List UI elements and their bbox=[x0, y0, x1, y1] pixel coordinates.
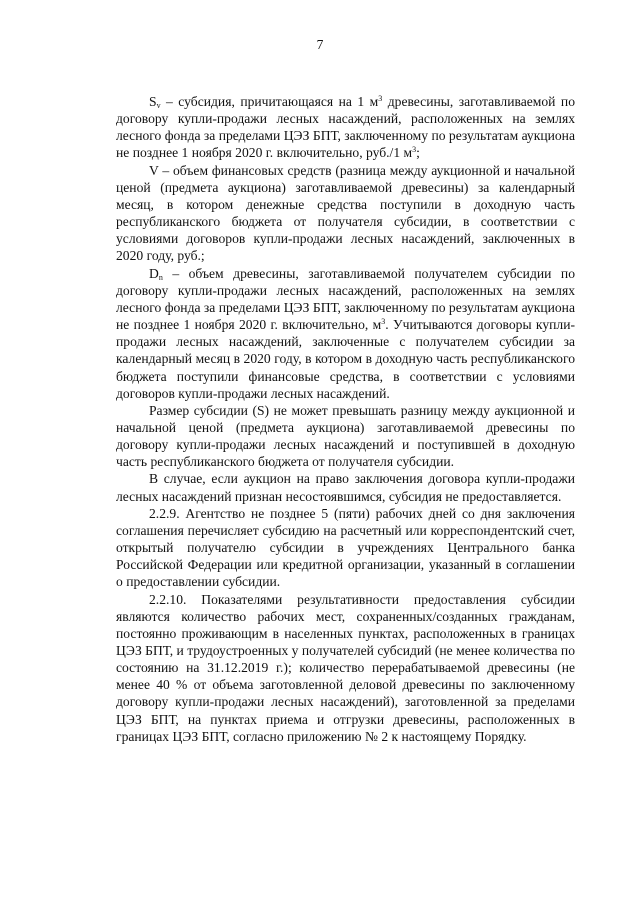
paragraph-subsidy-limit: Размер субсидии (S) не может превышать разницу между аукционной и начальной ценой (предмета аукциона) заготавливаемой древесины по договору купли-продажи лесных насаждений и поступившей в доходную часть республиканского бюджета от получателя субсидии. bbox=[116, 402, 575, 470]
sv-text-start: – субсидия, причитающаяся на 1 м bbox=[160, 94, 379, 109]
superscript-cubic: 3 bbox=[412, 145, 417, 155]
dn-text-end: . Учитываются договоры купли-продажи лесных насаждений, заключенные с получателем субсидии за календарный месяц в 2020 году, в котором в доходную часть республиканского бюджета поступили финансовые средства, в соответствии с условиями договоров купли-продажи лесных насаждений. bbox=[116, 317, 575, 401]
symbol-s: S bbox=[149, 94, 157, 109]
paragraph-dn-definition bbox=[116, 265, 575, 402]
paragraph-clause-2-2-10: 2.2.10. Показателями результативности предоставления субсидии являются количество рабочих мест, сохраненных/созданных гражданам, постоянно проживающим в населенных пунктах, расположенных в границах ЦЭЗ БПТ, и трудоустроенных у получателей субсидий (не менее количества по состоянию на 31.12.2019 г.); количество перерабатываемой древесины (не менее 40 % от объема заготовленной деловой древесины по заключенному договору купли-продажи лесных насаждений), заготовленной за пределами ЦЭЗ БПТ, на пунктах приема и отгрузки древесины, расположенных в границах ЦЭЗ БПТ, согласно приложению № 2 к настоящему Порядку. bbox=[116, 591, 576, 744]
paragraph-failed-auction: В случае, если аукцион на право заключения договора купли-продажи лесных насаждений признан несостоявшимся, субсидия не предоставляется. bbox=[116, 471, 575, 504]
dn-text-start: – объем древесины, заготавливаемой получателем субсидии по договору купли-продажи лесных насаждений, расположенных на землях лесного фонда за пределами ЦЭЗ БПТ, заключенному по результатам аукциона не позднее 1 ноября 2020 г. включительно, м bbox=[116, 265, 575, 333]
superscript-cubic: 3 bbox=[378, 94, 383, 103]
page-number: 7 bbox=[316, 37, 324, 52]
symbol-d-subscript: n bbox=[158, 272, 163, 282]
paragraph-clause-2-2-9: 2.2.9. Агентство не позднее 5 (пяти) рабочих дней со дня заключения соглашения перечисляет субсидию на расчетный или корреспондентский счет, открытый получателю субсидии в учреждениях Центрального банка Российской Федерации или кредитной организации, указанный в соглашении о предоставлении субсидии. bbox=[116, 505, 575, 590]
paragraph-sv-definition bbox=[116, 93, 575, 162]
symbol-d: D bbox=[149, 265, 159, 281]
document-body bbox=[116, 93, 575, 745]
superscript-cubic: 3 bbox=[381, 317, 386, 327]
sv-text-end: ; bbox=[416, 145, 420, 161]
sv-text-middle: древесины, заготавливаемой по договору купли-продажи лесных насаждений, расположенных на землях лесного фонда за пределами ЦЭЗ БПТ, заключенному по результатам аукциона не позднее 1 ноября 2020 г. включительно, руб./1 м bbox=[116, 94, 575, 161]
symbol-s-subscript: v bbox=[156, 101, 161, 110]
paragraph-v-definition: V – объем финансовых средств (разница между аукционной и начальной ценой (предмета аукциона) заготавливаемой древесины) за календарный месяц, в котором денежные средства поступили в доходную часть республиканского бюджета от получателя субсидии, в соответствии с условиями договоров купли-продажи лесных насаждений, заключенных в 2020 году, руб.; bbox=[116, 162, 575, 264]
